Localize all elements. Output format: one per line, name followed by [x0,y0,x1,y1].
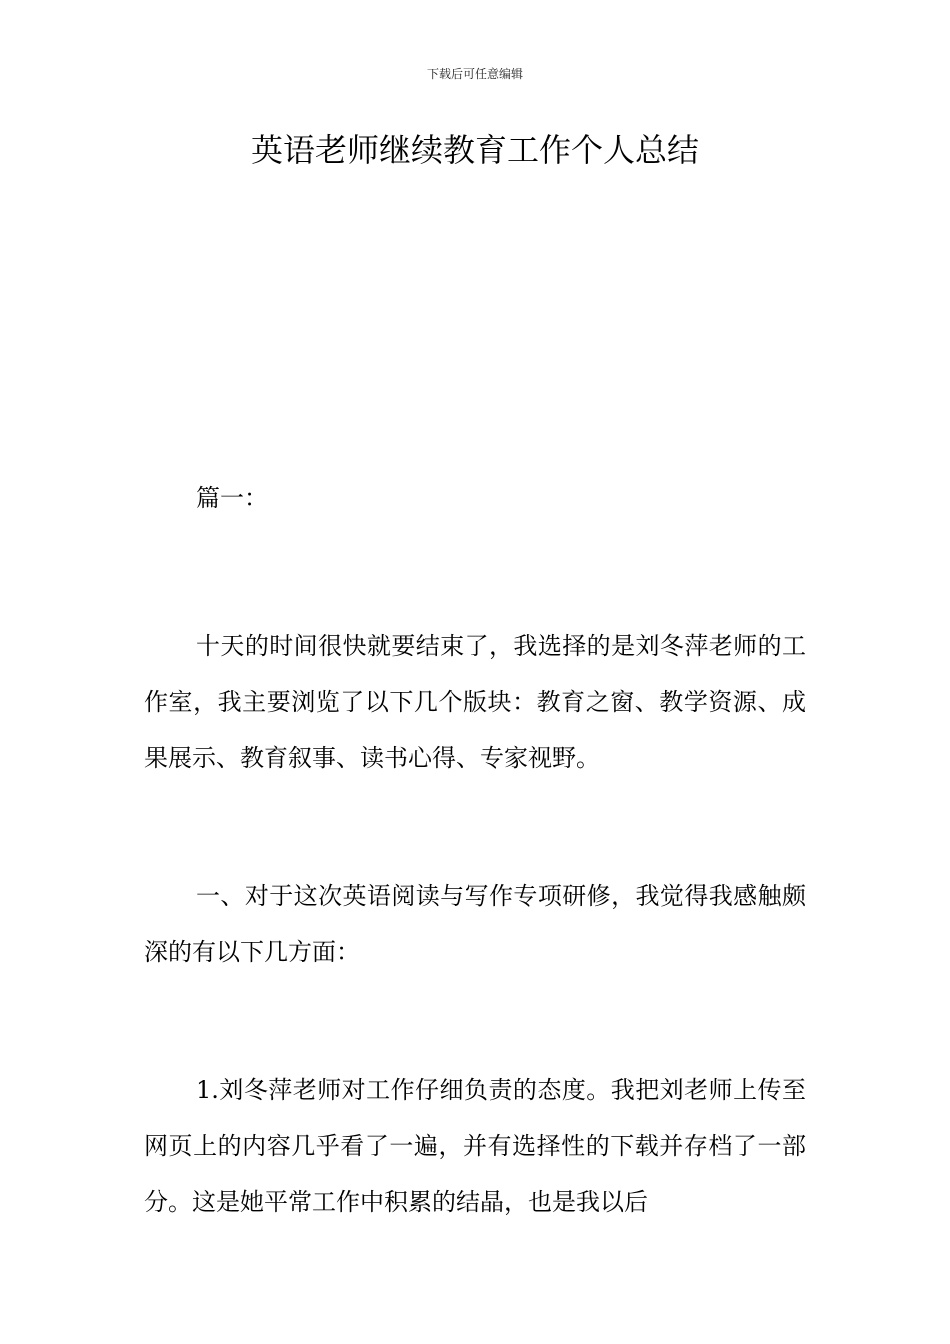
point-one-paragraph: 一、对于这次英语阅读与写作专项研修，我觉得我感触颇深的有以下几方面： [144,882,806,966]
intro-paragraph: 十天的时间很快就要结束了，我选择的是刘冬萍老师的工作室，我主要浏览了以下几个版块：教育之窗、教学资源、成果展示、教育叙事、读书心得、专家视野。 [144,632,806,772]
document-title: 英语老师继续教育工作个人总结 [250,131,699,169]
point-one-detail-paragraph: 1.刘冬萍老师对工作仔细负责的态度。我把刘老师上传至网页上的内容几乎看了一遍，并有选择性的下载并存档了一部分。这是她平常工作中积累的结晶，也是我以后 [144,1076,806,1216]
section-heading: 篇一： [196,484,268,512]
header-note: 下载后可任意编辑 [426,67,523,81]
